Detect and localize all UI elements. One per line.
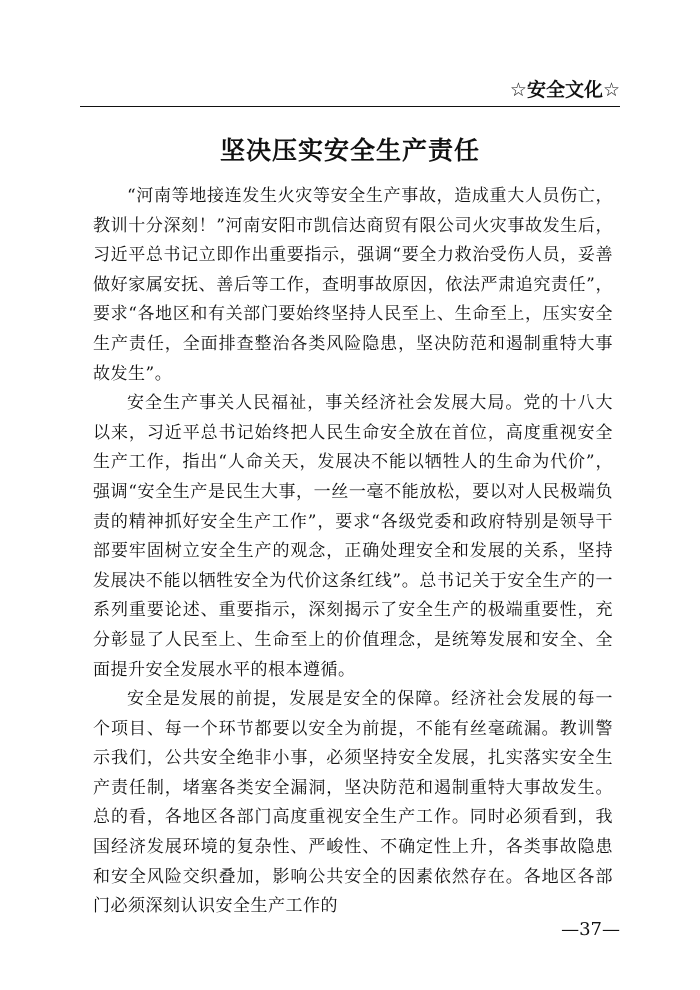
article-title: 坚决压实安全生产责任: [219, 135, 480, 165]
paragraph-2: 安全生产事关人民福祉，事关经济社会发展大局。党的十八大以来，习近平总书记始终把人民生命安全放在首位，高度重视安全生产工作，指出“人命关天，发展决不能以牺牲人的生命为代价”，强调“安全生产是民生大事，一丝一毫不能放松，要以对人民极端负责的精神抓好安全生产工作”，要求“各级党委和政府特别是领导干部要牢固树立安全生产的观念，正确处理安全和发展的关系，坚持发展决不能以牺牲安全为代价这条红线”。总书记关于安全生产的一系列重要论述、重要指示，深刻揭示了安全生产的极端重要性，充分彰显了人民至上、生命至上的价值理念，是统筹发展和安全、全面提升安全发展水平的根本遵循。: [93, 393, 613, 680]
header-rule: [80, 106, 620, 107]
article-body: [93, 182, 613, 922]
section-header: ☆安全文化☆: [509, 79, 620, 101]
paragraph-1: “河南等地接连发生火灾等安全生产事故，造成重大人员伤亡，教训十分深刻！”河南安阳市凯信达商贸有限公司火灾事故发生后，习近平总书记立即作出重要指示，强调“要全力救治受伤人员，妥善做好家属安抚、善后等工作，查明事故原因，依法严肃追究责任”，要求“各地区和有关部门要始终坚持人民至上、生命至上，压实安全生产责任，全面排查整治各类风险隐患，坚决防范和遏制重特大事故发生”。: [93, 186, 613, 384]
paragraph-3: 安全是发展的前提，发展是安全的保障。经济社会发展的每一个项目、每一个环节都要以安全为前提，不能有丝毫疏漏。教训警示我们，公共安全绝非小事，必须坚持安全发展，扎实落实安全生产责任制，堵塞各类安全漏洞，坚决防范和遏制重特大事故发生。总的看，各地区各部门高度重视安全生产工作。同时必须看到，我国经济发展环境的复杂性、严峻性、不确定性上升，各类事故隐患和安全风险交织叠加，影响公共安全的因素依然存在。各地区各部门必须深刻认识安全生产工作的: [93, 689, 613, 917]
page-number: —37—: [561, 919, 620, 940]
